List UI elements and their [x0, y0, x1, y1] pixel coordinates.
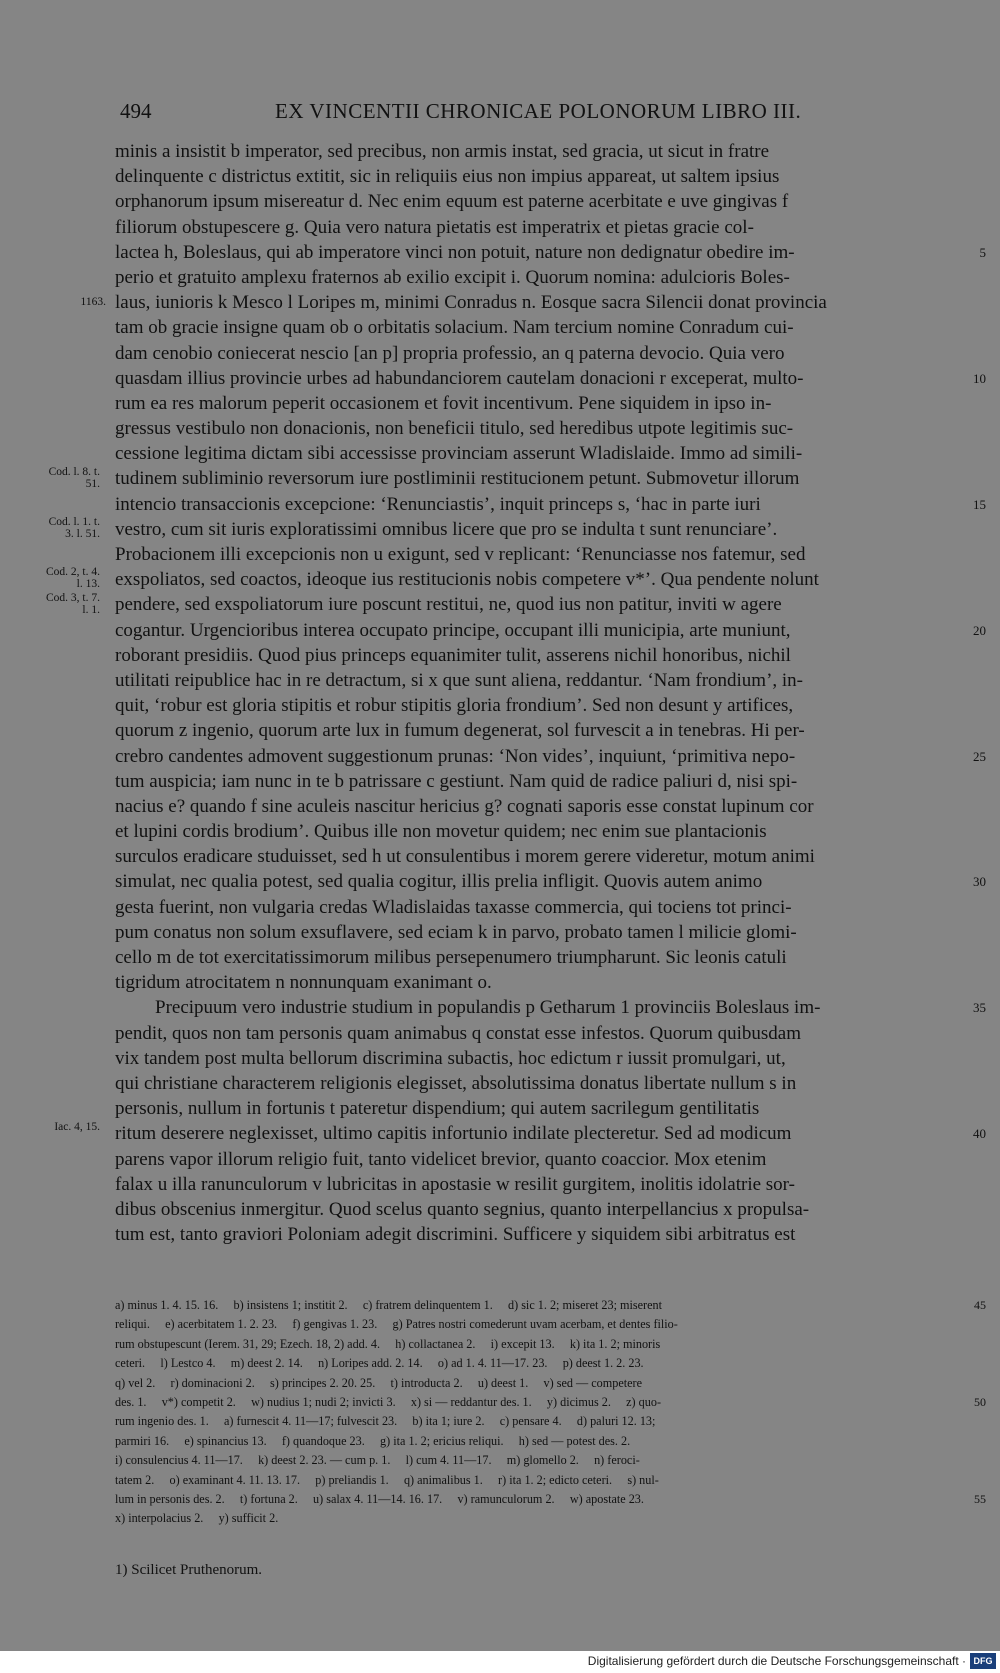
line-number: 40 [973, 1126, 986, 1142]
line-text: tigridum atrocitatem n nonnunquam exanimant o. [115, 972, 492, 994]
line-text: quorum z ingenio, quorum arte lux in fumum degenerat, sol furvescit a in tenebras. Hi per- [115, 720, 805, 742]
text-line [115, 542, 952, 567]
line-text: quit, ‘robur est gloria stipitis et robur stipitis gloria frondium’. Sed non desunt y artifices, [115, 695, 794, 717]
line-text: exspoliatos, sed coactos, ideoque ius restitucionis nobis competere v*’. Qua pendente nolunt [115, 569, 819, 591]
line-text: surculos eradicare studuisset, sed h ut consulentibus i morem gerere videretur, motum animi [115, 846, 815, 868]
line-text: delinquente c districtus extitit, sic in reliquiis eius non impius appareat, ut saltem ipsius [115, 166, 780, 188]
text-line [115, 492, 986, 517]
footer-bar [0, 1651, 1000, 1673]
line-text: vestro, cum sit iuris exploratissimi omnibus licere que pro se indulta t sunt renunciare’. [115, 518, 778, 540]
footnote-text: a) minus 1. 4. 15. 16. b) insistens 1; institit 2. c) fratrem delinquentem 1. d) sic 1. 2; miseret 23; miserent [115, 1298, 662, 1312]
text-line [115, 139, 952, 164]
line-number: 25 [973, 748, 986, 764]
line-text: cogantur. Urgencioribus interea occupato principe, occupant illi municipia, arte muniunt, [115, 619, 791, 641]
line-text: orphanorum ipsum misereatur d. Nec enim equum est paterne acerbitate e uve gingivas f [115, 191, 789, 213]
line-text: quasdam illius provincie urbes ad habundanciorem cautelam donacioni r exceperat, multo- [115, 367, 804, 389]
text-line [115, 970, 952, 995]
line-number: 35 [973, 1000, 986, 1016]
line-text: nacius e? quando f sine aculeis nascitur hericius g? cognati saporis esse constat lupinum cor [115, 795, 814, 817]
margin-reference: Cod. 2, t. 4. l. 13. [46, 566, 100, 591]
footnote-line [115, 1335, 952, 1354]
main-text [115, 139, 986, 1247]
footnote-line [115, 1451, 952, 1470]
line-number: 5 [979, 244, 986, 260]
text-line [115, 366, 986, 391]
source-footnote: 1) Scilicet Pruthenorum. [115, 1562, 263, 1578]
line-text: falax u illa ranunculorum v lubricitas in apostasie w resilit gurgitem, inolitis idolatrie sor- [115, 1173, 795, 1195]
text-line [115, 592, 952, 617]
margin-reference: 1163. [80, 296, 106, 309]
line-text: roborant presidiis. Quod pius princeps equanimiter tulit, asserens nichil honoribus, nichil [115, 644, 791, 666]
line-text: crebro candentes admovent suggestionum prunas: ‘Non vides’, inquiunt, ‘primitiva nepo- [115, 745, 796, 767]
footnote-text: rum ingenio des. 1. a) furnescit 4. 11—17; fulvescit 23. b) ita 1; iure 2. c) pensare 4. d) paluri 12. 13; [115, 1414, 656, 1429]
line-text: tam ob gracie insigne quam ob o orbitatis solacium. Nam tercium nomine Conradum cui- [115, 317, 794, 339]
line-text: ritum deserere neglexisset, ultimo capitis infortunio indilate plecteretur. Sed ad modicum [115, 1123, 792, 1145]
margin-reference: Cod. l. 8. t. 51. [48, 465, 100, 490]
text-line [115, 215, 952, 240]
text-line [115, 567, 952, 592]
footnote-line [115, 1490, 986, 1509]
text-line [115, 995, 986, 1020]
line-text: utilitati reipublice hac in re detractum, si x que sunt aliena, reddantur. ‘Nam frondium’, in- [115, 669, 804, 691]
text-line [115, 290, 952, 315]
line-text: laus, iunioris k Mesco l Loripes m, minimi Conradus n. Eosque sacra Silencii donat provincia [115, 292, 827, 314]
text-line [115, 794, 952, 819]
footnote-text: i) consulencius 4. 11—17. k) deest 2. 23. — cum p. 1. l) cum 4. 11—17. m) glomello 2. n) feroci- [115, 1453, 640, 1468]
line-text: rum ea res malorum peperit occasionem et fovit incentivum. Pene siquidem in ipso in- [115, 392, 772, 414]
line-text: intencio transaccionis excepcione: ‘Renunciastis’, inquit princeps s, ‘hac in parte iuri [115, 493, 761, 515]
text-line [115, 240, 986, 265]
line-text: gressus vestibulo non donacionis, non beneficii titulo, sed heredibus utpote legitimis suc- [115, 418, 794, 440]
footnote-text: reliqui. e) acerbitatem 1. 2. 23. f) gengivas 1. 23. g) Patres nostri comederunt uvam acerbam, et dentes filio- [115, 1317, 678, 1332]
line-number: 10 [973, 370, 986, 386]
footnote-line [115, 1374, 952, 1393]
text-line [115, 1197, 952, 1222]
text-line [115, 315, 952, 340]
text-line [115, 819, 952, 844]
text-line [115, 744, 986, 769]
text-line [115, 668, 952, 693]
line-text: qui christiane characterem religionis elegisset, absolutissima donatus libertate nullum s in [115, 1072, 797, 1094]
line-text: Probacionem illi excepcionis non u exigunt, sed v replicant: ‘Renunciasse nos fatemur, sed [115, 544, 806, 565]
line-text: simulat, nec qualia potest, sed qualia cogitur, illis prelia infligit. Quovis autem animo [115, 871, 763, 893]
text-line [115, 718, 952, 743]
text-line [115, 1222, 952, 1247]
footnote-text: parmiri 16. e) spinancius 13. f) quandoque 23. g) ita 1. 2; ericius reliqui. h) sed — potest des. 2. [115, 1433, 631, 1448]
text-line [115, 416, 952, 441]
footnote-line [115, 1296, 986, 1315]
text-line [115, 769, 952, 794]
line-text: tum auspicia; iam nunc in te b patrissare c gestiunt. Nam quid de radice paliuri d, nisi spi- [115, 770, 798, 792]
footnote-line [115, 1471, 952, 1490]
text-line [115, 1147, 952, 1172]
text-line [115, 920, 952, 945]
line-number: 15 [973, 496, 986, 512]
text-line [115, 265, 952, 290]
footnote-text: q) vel 2. r) dominacioni 2. s) principes 2. 20. 25. t) introducta 2. u) deest 1. v) sed — competere [115, 1375, 642, 1390]
line-text: tudinem subliminio reversorum iure postliminii restitucionem petunt. Submovetur illorum [115, 468, 800, 490]
line-text: pendit, quos non tam personis quam animabus q constat esse infestos. Quorum quibusdam [115, 1022, 802, 1044]
text-line [115, 517, 952, 542]
footnote-text: x) interpolacius 2. y) sufficit 2. [115, 1511, 279, 1526]
footnote-line [115, 1432, 952, 1451]
line-number: 55 [974, 1491, 986, 1506]
line-text: Precipuum vero industrie studium in populandis p Getharum 1 provinciis Boleslaus im- [155, 997, 821, 1019]
text-line [115, 945, 952, 970]
margin-reference: Cod. 3, t. 7. l. 1. [46, 591, 100, 616]
text-line [115, 1046, 952, 1071]
text-line [115, 1121, 986, 1146]
footnote-line [115, 1509, 952, 1528]
footnote-text: des. 1. v*) competit 2. w) nudius 1; nudi 2; invicti 3. x) si — reddantur des. 1. y) dicimus 2. z) quo- [115, 1394, 661, 1409]
text-line [115, 466, 952, 491]
line-text: dibus obscenius inmergitur. Quod scelus quanto segnius, quanto interpellancius x propulsa- [115, 1198, 810, 1220]
text-line [115, 164, 952, 189]
text-line [115, 1172, 952, 1197]
line-number: 20 [973, 622, 986, 638]
line-number: 45 [974, 1298, 986, 1312]
line-text: perio et gratuito amplexu fraternos ab exilio excipit i. Quorum nomina: adulcioris Boles- [115, 266, 790, 288]
line-text: filiorum obstupescere g. Quia vero natura pietatis est imperatrix et pietas gracie col- [115, 216, 754, 238]
text-line [115, 895, 952, 920]
funding-credit: Digitalisierung gefördert durch die Deutsche Forschungsgemeinschaft · [587, 1654, 966, 1668]
footnote-text: lum in personis des. 2. t) fortuna 2. u) salax 4. 11—14. 16. 17. v) ramunculorum 2. w) apostate 23. [115, 1491, 644, 1506]
line-text: personis, nullum in fortunis t pateretur dispendium; qui autem sacrilegum gentilitatis [115, 1098, 760, 1120]
text-line [115, 618, 986, 643]
footnotes [115, 1296, 986, 1529]
text-line [115, 1096, 952, 1121]
line-text: vix tandem post multa bellorum discrimina subactis, hoc edictum r iussit promulgari, ut, [115, 1047, 786, 1069]
line-text: parens vapor illorum religio fuit, tanto videlicet brevior, quanto coaccior. Mox etenim [115, 1148, 767, 1170]
dfg-logo: DFG [970, 1653, 996, 1669]
line-number: 50 [974, 1394, 986, 1409]
line-text: lactea h, Boleslaus, qui ab imperatore vinci non potuit, nature non dedignatur obedire im- [115, 241, 795, 263]
line-number: 30 [973, 874, 986, 890]
footnote-line [115, 1412, 952, 1431]
line-text: pum conatus non solum exsuflavere, sed eciam k in parvo, probato tamen l milicie glomi- [115, 921, 797, 943]
running-title: EX VINCENTII CHRONICAE POLONORUM LIBRO III. [275, 99, 802, 123]
text-line [115, 869, 986, 894]
footnote-text: tatem 2. o) examinant 4. 11. 13. 17. p) preliandis 1. q) animalibus 1. r) ita 1. 2; edicto ceteri. s) nul- [115, 1472, 659, 1487]
text-line [115, 391, 952, 416]
text-line [115, 844, 952, 869]
text-line [115, 189, 952, 214]
text-line [115, 1071, 952, 1096]
text-line [115, 1021, 952, 1046]
line-text: cessione legitima dictam sibi accessisse provinciam asserunt Wladislaide. Immo ad simili- [115, 443, 803, 465]
page-number: 494 [120, 99, 152, 123]
line-text: cello m de tot exercitatissimorum milibus persepenumero triumpharunt. Sic leonis catuli [115, 947, 787, 968]
footnote-text: rum obstupescunt (Ierem. 31, 29; Ezech. 18, 2) add. 4. h) collactanea 2. i) excepit 13. k) ita 1. 2; minoris [115, 1336, 661, 1351]
line-text: tum est, tanto graviori Poloniam adegit discrimini. Sufficere y siquidem sibi arbitratus est [115, 1224, 796, 1246]
text-line [115, 341, 952, 366]
footnote-line [115, 1354, 952, 1373]
line-text: et lupini cordis brodium’. Quibus ille non movetur quidem; nec enim sue plantacionis [115, 821, 767, 843]
page-header [120, 99, 820, 127]
text-line [115, 643, 952, 668]
footnote-text: ceteri. l) Lestco 4. m) deest 2. 14. n) Loripes add. 2. 14. o) ad 1. 4. 11—17. 23. p) deest 1. 2. 23. [115, 1356, 644, 1371]
margin-reference: Cod. l. 1. t. 3. l. 51. [48, 516, 100, 540]
line-text: minis a insistit b imperator, sed precibus, non armis instat, sed gracia, ut sicut in fratre [115, 141, 770, 162]
text-line [115, 693, 952, 718]
text-line [115, 441, 952, 466]
footnote-line [115, 1393, 986, 1412]
line-text: dam cenobio coniecerat nescio [an p] propria professio, an q paterna devocio. Quia vero [115, 342, 785, 364]
line-text: pendere, sed exspoliatorum iure poscunt restitui, ne, quod ius non patitur, inviti w agere [115, 594, 782, 616]
line-text: gesta fuerint, non vulgaria credas Wladislaidas taxasse commercia, qui tociens tot princi- [115, 896, 792, 918]
margin-reference: Iac. 4, 15. [54, 1120, 100, 1133]
footnote-line [115, 1315, 952, 1334]
